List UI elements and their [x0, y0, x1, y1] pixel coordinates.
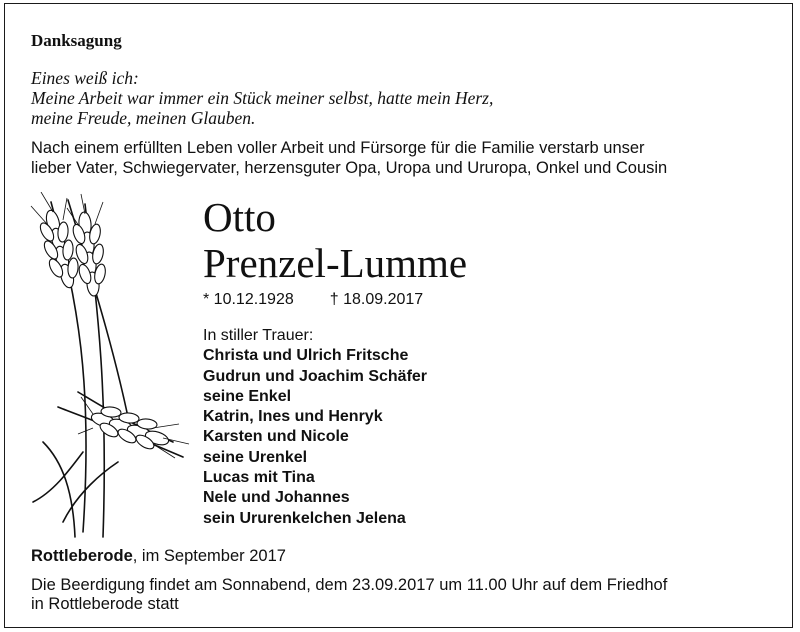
funeral-info [31, 576, 667, 614]
mourner-line: Nele und Johannes [203, 489, 350, 507]
life-dates [203, 291, 423, 309]
deceased-last-name: Prenzel-Lumme [203, 240, 468, 286]
place-date [31, 547, 286, 566]
place-town: Rottleberode [31, 547, 133, 565]
quote-line: meine Freude, meinen Glauben. [31, 108, 256, 128]
mourner-line: Lucas mit Tina [203, 469, 315, 487]
mourner-line: seine Enkel [203, 387, 292, 405]
quote-block [31, 68, 493, 128]
intro-text [31, 138, 667, 178]
mourners-list [203, 326, 427, 529]
mourner-line: Gudrun und Joachim Schäfer [203, 367, 428, 385]
mourner-line: Katrin, Ines und Henryk [203, 408, 383, 426]
funeral-line: in Rottleberode statt [31, 595, 179, 613]
intro-line: lieber Vater, Schwiegervater, herzensguter Opa, Uropa und Ururopa, Onkel und Cousin [31, 159, 668, 177]
mourner-line: Karsten und Nicole [203, 428, 349, 446]
deceased-name [203, 194, 467, 286]
obituary-notice [4, 3, 793, 628]
mourner-line: seine Urenkel [203, 448, 308, 466]
wheat-ears-icon [23, 192, 193, 542]
notice-heading: Danksagung [31, 31, 122, 50]
place-date-text: , im September 2017 [132, 547, 286, 565]
funeral-line: Die Beerdigung findet am Sonnabend, dem 23.09.2017 um 11.00 Uhr auf dem Friedhof [31, 576, 668, 594]
intro-line: Nach einem erfüllten Leben voller Arbeit und Fürsorge für die Familie verstarb unser [31, 139, 645, 157]
birth-date: * 10.12.1928 [203, 291, 294, 308]
mourners-lead: In stiller Trauer: [203, 327, 314, 344]
quote-line: Eines weiß ich: [31, 68, 139, 88]
mourner-line: sein Ururenkelchen Jelena [203, 509, 406, 527]
deceased-first-name: Otto [203, 194, 276, 240]
quote-line: Meine Arbeit war immer ein Stück meiner selbst, hatte mein Herz, [31, 88, 494, 108]
death-date: † 18.09.2017 [329, 291, 424, 308]
mourner-line: Christa und Ulrich Fritsche [203, 347, 409, 365]
